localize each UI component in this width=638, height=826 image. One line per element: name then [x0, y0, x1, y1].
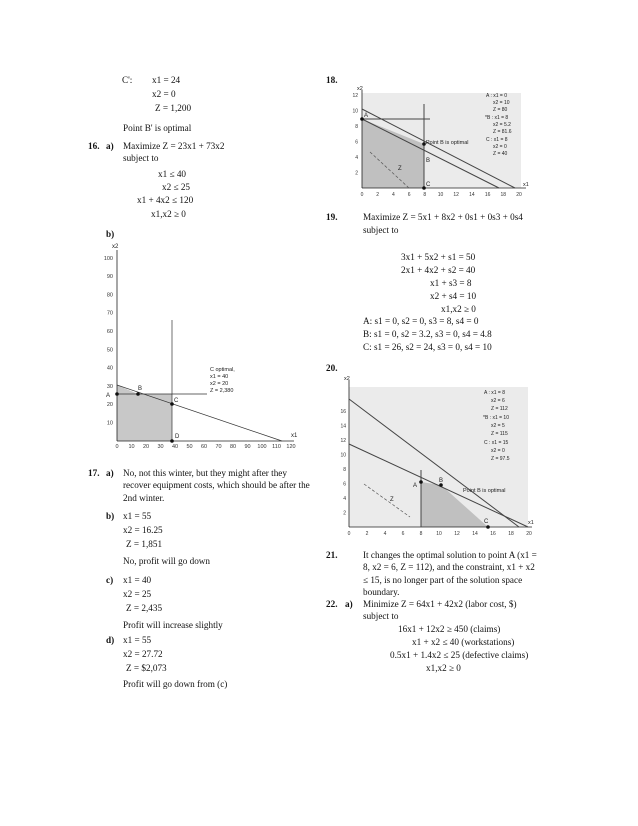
problem-17-c-line: x2 = 25: [123, 589, 152, 599]
problem-21-number: 21.: [326, 550, 338, 560]
label-z: Z: [390, 497, 394, 503]
problem-17-a-text: No, not this winter, but they might after they recover equipment costs, which should be after the 2nd winter.: [123, 468, 310, 503]
x-tick-label: 120: [286, 444, 296, 448]
x-tick-label: 8: [419, 531, 423, 537]
x-tick-label: 6: [407, 192, 411, 198]
label-a: A: [106, 393, 111, 399]
x-tick-label: 18: [508, 531, 514, 537]
problem-16-objective: Maximize Z = 23x1 + 73x2: [123, 141, 225, 151]
y-tick-label: 10: [352, 108, 358, 115]
y-tick-label: 4: [343, 496, 346, 502]
label-d: D: [175, 434, 180, 440]
y-tick-label: 12: [340, 438, 346, 444]
y-tick-label: 6: [343, 481, 346, 488]
optimal-note: C optimal,: [210, 367, 235, 373]
y-tick-label: 8: [343, 467, 346, 473]
y-tick-label: 8: [355, 124, 358, 130]
optimal-note: x2 = 20: [210, 381, 229, 387]
problem-17-c-line: x1 = 40: [123, 575, 152, 585]
problem-17-d-line: x1 = 55: [123, 635, 152, 645]
x-tick-label: 6: [401, 531, 405, 537]
problem-22-constraint: 0.5x1 + 1.4x2 ≤ 25 (defective claims): [390, 650, 529, 660]
label-c: C: [174, 398, 179, 404]
label-c: C: [426, 182, 431, 188]
x-tick-label: 10: [128, 444, 135, 448]
problem-19-constraint: 3x1 + 5x2 + s1 = 50: [401, 252, 476, 262]
x-tick-label: 0: [115, 444, 119, 448]
x-tick-label: 80: [229, 444, 237, 448]
x-tick-label: 40: [171, 444, 179, 448]
y-axis-label: x2: [112, 244, 119, 250]
problem-17-part-b: b): [106, 511, 115, 521]
y-axis-label: x2: [344, 376, 350, 382]
x-axis-label: x1: [291, 433, 298, 439]
x-tick-label: 100: [257, 444, 267, 448]
point-c: [486, 525, 490, 529]
x-tick-label: 20: [516, 192, 522, 198]
problem-17-part-c: c): [106, 575, 114, 585]
y-tick-label: 16: [340, 409, 346, 415]
c-prime-label: C':: [122, 75, 133, 85]
x-tick-label: 14: [472, 531, 478, 537]
legend-line: A : x1 = 0: [486, 93, 507, 99]
y-tick-label: 14: [340, 423, 346, 430]
x-tick-label: 60: [200, 444, 208, 448]
problem-19-objective: Maximize Z = 5x1 + 8x2 + 0s1 + 0s3 + 0s4: [363, 212, 523, 222]
problem-16-subject: subject to: [123, 153, 159, 163]
problem-22-constraint: x1 + x2 ≤ 40 (workstations): [412, 637, 515, 647]
x-tick-label: 8: [423, 192, 427, 198]
point-d: [170, 439, 174, 443]
graph-problem-20: [336, 372, 536, 540]
problem-17-part-d: d): [106, 635, 115, 645]
problem-19-point: C: s1 = 26, s2 = 24, s3 = 0, s4 = 10: [363, 342, 492, 352]
legend-line: Z = 97.5: [491, 456, 510, 462]
problem-19-constraint: x1 + s3 = 8: [430, 278, 472, 288]
problem-17-number: 17.: [88, 468, 100, 478]
x-tick-label: 30: [157, 444, 164, 448]
x-tick-label: 10: [437, 192, 444, 198]
problem-17-b-line: Z = 1,851: [126, 539, 163, 549]
problem-19-constraint: x2 + s4 = 10: [430, 291, 477, 301]
point-a: [115, 392, 119, 396]
legend-line: x2 = 0: [491, 448, 505, 454]
label-z: Z: [398, 166, 402, 172]
x-tick-label: 90: [244, 444, 251, 448]
label-b: B: [138, 386, 143, 392]
problem-16-constraint: x1 + 4x2 ≤ 120: [137, 195, 194, 205]
legend-line: C : x1 = 8: [486, 137, 508, 143]
legend-line: A : x1 = 8: [484, 390, 505, 396]
problem-16-number: 16.: [88, 141, 100, 151]
legend-line: x2 = 0: [493, 144, 507, 150]
y-tick-label: 40: [106, 365, 113, 372]
legend-line: Z = 112: [491, 406, 508, 412]
problem-17-c-note: Profit will increase slightly: [123, 620, 223, 630]
problem-16-constraint: x1,x2 ≥ 0: [151, 209, 186, 219]
problem-17-b-note: No, profit will go down: [123, 556, 211, 566]
c-prime-z: Z = 1,200: [155, 103, 192, 113]
y-tick-label: 80: [106, 292, 113, 299]
problem-17-d-line: x2 = 27.72: [123, 649, 163, 659]
problem-17-d-note: Profit will go down from (c): [123, 679, 228, 689]
x-tick-label: 70: [215, 444, 222, 448]
problem-21-text: It changes the optimal solution to point A (x1 = 8, x2 = 6, Z = 112), and the constraint, x1 + x2 ≤ 15, is no longer part of the solution space boundary.: [363, 550, 537, 598]
problem-22-constraint: x1,x2 ≥ 0: [426, 663, 461, 673]
problem-17-part-a: a): [106, 468, 114, 478]
legend-line: C : x1 = 15: [484, 440, 509, 446]
y-tick-label: 10: [340, 452, 346, 459]
legend-line: Z = 115: [491, 431, 508, 437]
problem-22-number: 22.: [326, 599, 338, 609]
y-tick-label: 60: [106, 329, 113, 335]
x-tick-label: 18: [500, 192, 507, 198]
x-tick-label: 0: [347, 531, 351, 537]
point-a: [419, 480, 423, 484]
optimal-note: Point B is optimal: [426, 140, 469, 146]
y-tick-label: 70: [106, 310, 113, 317]
x-tick-label: 2: [365, 531, 369, 537]
label-c: C: [484, 519, 489, 525]
problem-17-c-line: Z = 2,435: [126, 603, 163, 613]
problem-16-constraint: x2 ≤ 25: [162, 182, 191, 192]
y-tick-label: 2: [355, 170, 358, 177]
problem-19-constraint: 2x1 + 4x2 + s2 = 40: [401, 265, 476, 275]
problem-19-subject: subject to: [363, 225, 399, 235]
legend-line: x2 = 5.2: [493, 122, 511, 128]
problem-20-number: 20.: [326, 363, 338, 373]
x-tick-label: 4: [383, 531, 387, 537]
legend-line: x2 = 6: [491, 398, 505, 404]
x-tick-label: 0: [360, 192, 364, 198]
optimal-note: x1 = 40: [210, 374, 229, 380]
graph-problem-18: [342, 84, 532, 202]
problem-17-b-line: x2 = 16.25: [123, 525, 163, 535]
optimal-note: Point B is optimal: [463, 488, 506, 494]
problem-19-constraint: x1,x2 ≥ 0: [441, 304, 476, 314]
x-tick-label: 50: [186, 444, 193, 448]
x-tick-label: 12: [453, 192, 459, 198]
problem-18-number: 18.: [326, 75, 338, 85]
legend-line: Z = 81.6: [493, 129, 512, 135]
x-tick-label: 2: [376, 192, 380, 198]
problem-19-point: A: s1 = 0, s2 = 0, s3 = 8, s4 = 0: [363, 316, 479, 326]
legend-line: Z = 80: [493, 107, 508, 113]
legend-line: x2 = 5: [491, 423, 505, 429]
x-tick-label: 16: [484, 192, 491, 198]
optimal-note: Z = 2,380: [210, 388, 234, 394]
graph-problem-16: [82, 240, 300, 448]
legend-line: x2 = 10: [493, 100, 510, 106]
label-a: A: [364, 113, 369, 119]
y-tick-label: 4: [355, 155, 358, 161]
problem-16-part-a: a): [106, 141, 114, 151]
y-tick-label: 10: [106, 420, 113, 427]
legend-line: *B : x1 = 8: [485, 115, 509, 121]
problem-22-part-a: a): [345, 599, 353, 609]
c-prime-x2: x2 = 0: [152, 89, 176, 99]
c-prime-x1: x1 = 24: [152, 75, 181, 85]
x-tick-label: 16: [490, 531, 496, 537]
problem-17-b-line: x1 = 55: [123, 511, 152, 521]
problem-17-d-line: Z = $2,073: [126, 663, 167, 673]
x-tick-label: 14: [469, 192, 475, 198]
label-b: B: [426, 158, 431, 164]
y-tick-label: 20: [106, 402, 113, 409]
problem-16-constraint: x1 ≤ 40: [158, 169, 187, 179]
problem-19-point: B: s1 = 0, s2 = 3.2, s3 = 0, s4 = 4.8: [363, 329, 492, 339]
x-tick-label: 10: [436, 531, 442, 537]
x-tick-label: 20: [526, 531, 532, 537]
x-axis-label: x1: [528, 520, 534, 526]
y-tick-label: 30: [106, 383, 113, 390]
x-tick-label: 4: [392, 192, 395, 198]
y-axis-label: x2: [357, 86, 363, 92]
y-tick-label: 12: [352, 93, 358, 99]
legend-line: Z = 40: [493, 151, 508, 157]
feasible-region: [117, 385, 172, 441]
y-tick-label: 100: [103, 255, 113, 262]
x-tick-label: 12: [454, 531, 460, 537]
problem-22-constraint: 16x1 + 12x2 ≥ 450 (claims): [398, 624, 501, 634]
y-tick-label: 90: [106, 274, 113, 281]
y-tick-label: 2: [343, 510, 346, 517]
problem-19-number: 19.: [326, 212, 338, 222]
x-tick-label: 20: [142, 444, 150, 448]
label-b: B: [439, 478, 444, 484]
point-b: [136, 392, 140, 396]
y-tick-label: 50: [106, 347, 113, 354]
problem-22-objective: Minimize Z = 64x1 + 42x2 (labor cost, $): [363, 599, 517, 609]
problem-22-subject: subject to: [363, 611, 399, 621]
legend-line: *B : x1 = 10: [483, 415, 509, 421]
x-tick-label: 110: [272, 444, 281, 448]
label-a: A: [413, 483, 418, 489]
x-axis-label: x1: [523, 182, 529, 188]
problem-16-part-b: b): [106, 229, 115, 239]
y-tick-label: 6: [355, 139, 358, 146]
b-prime-optimal: Point B' is optimal: [123, 123, 192, 133]
